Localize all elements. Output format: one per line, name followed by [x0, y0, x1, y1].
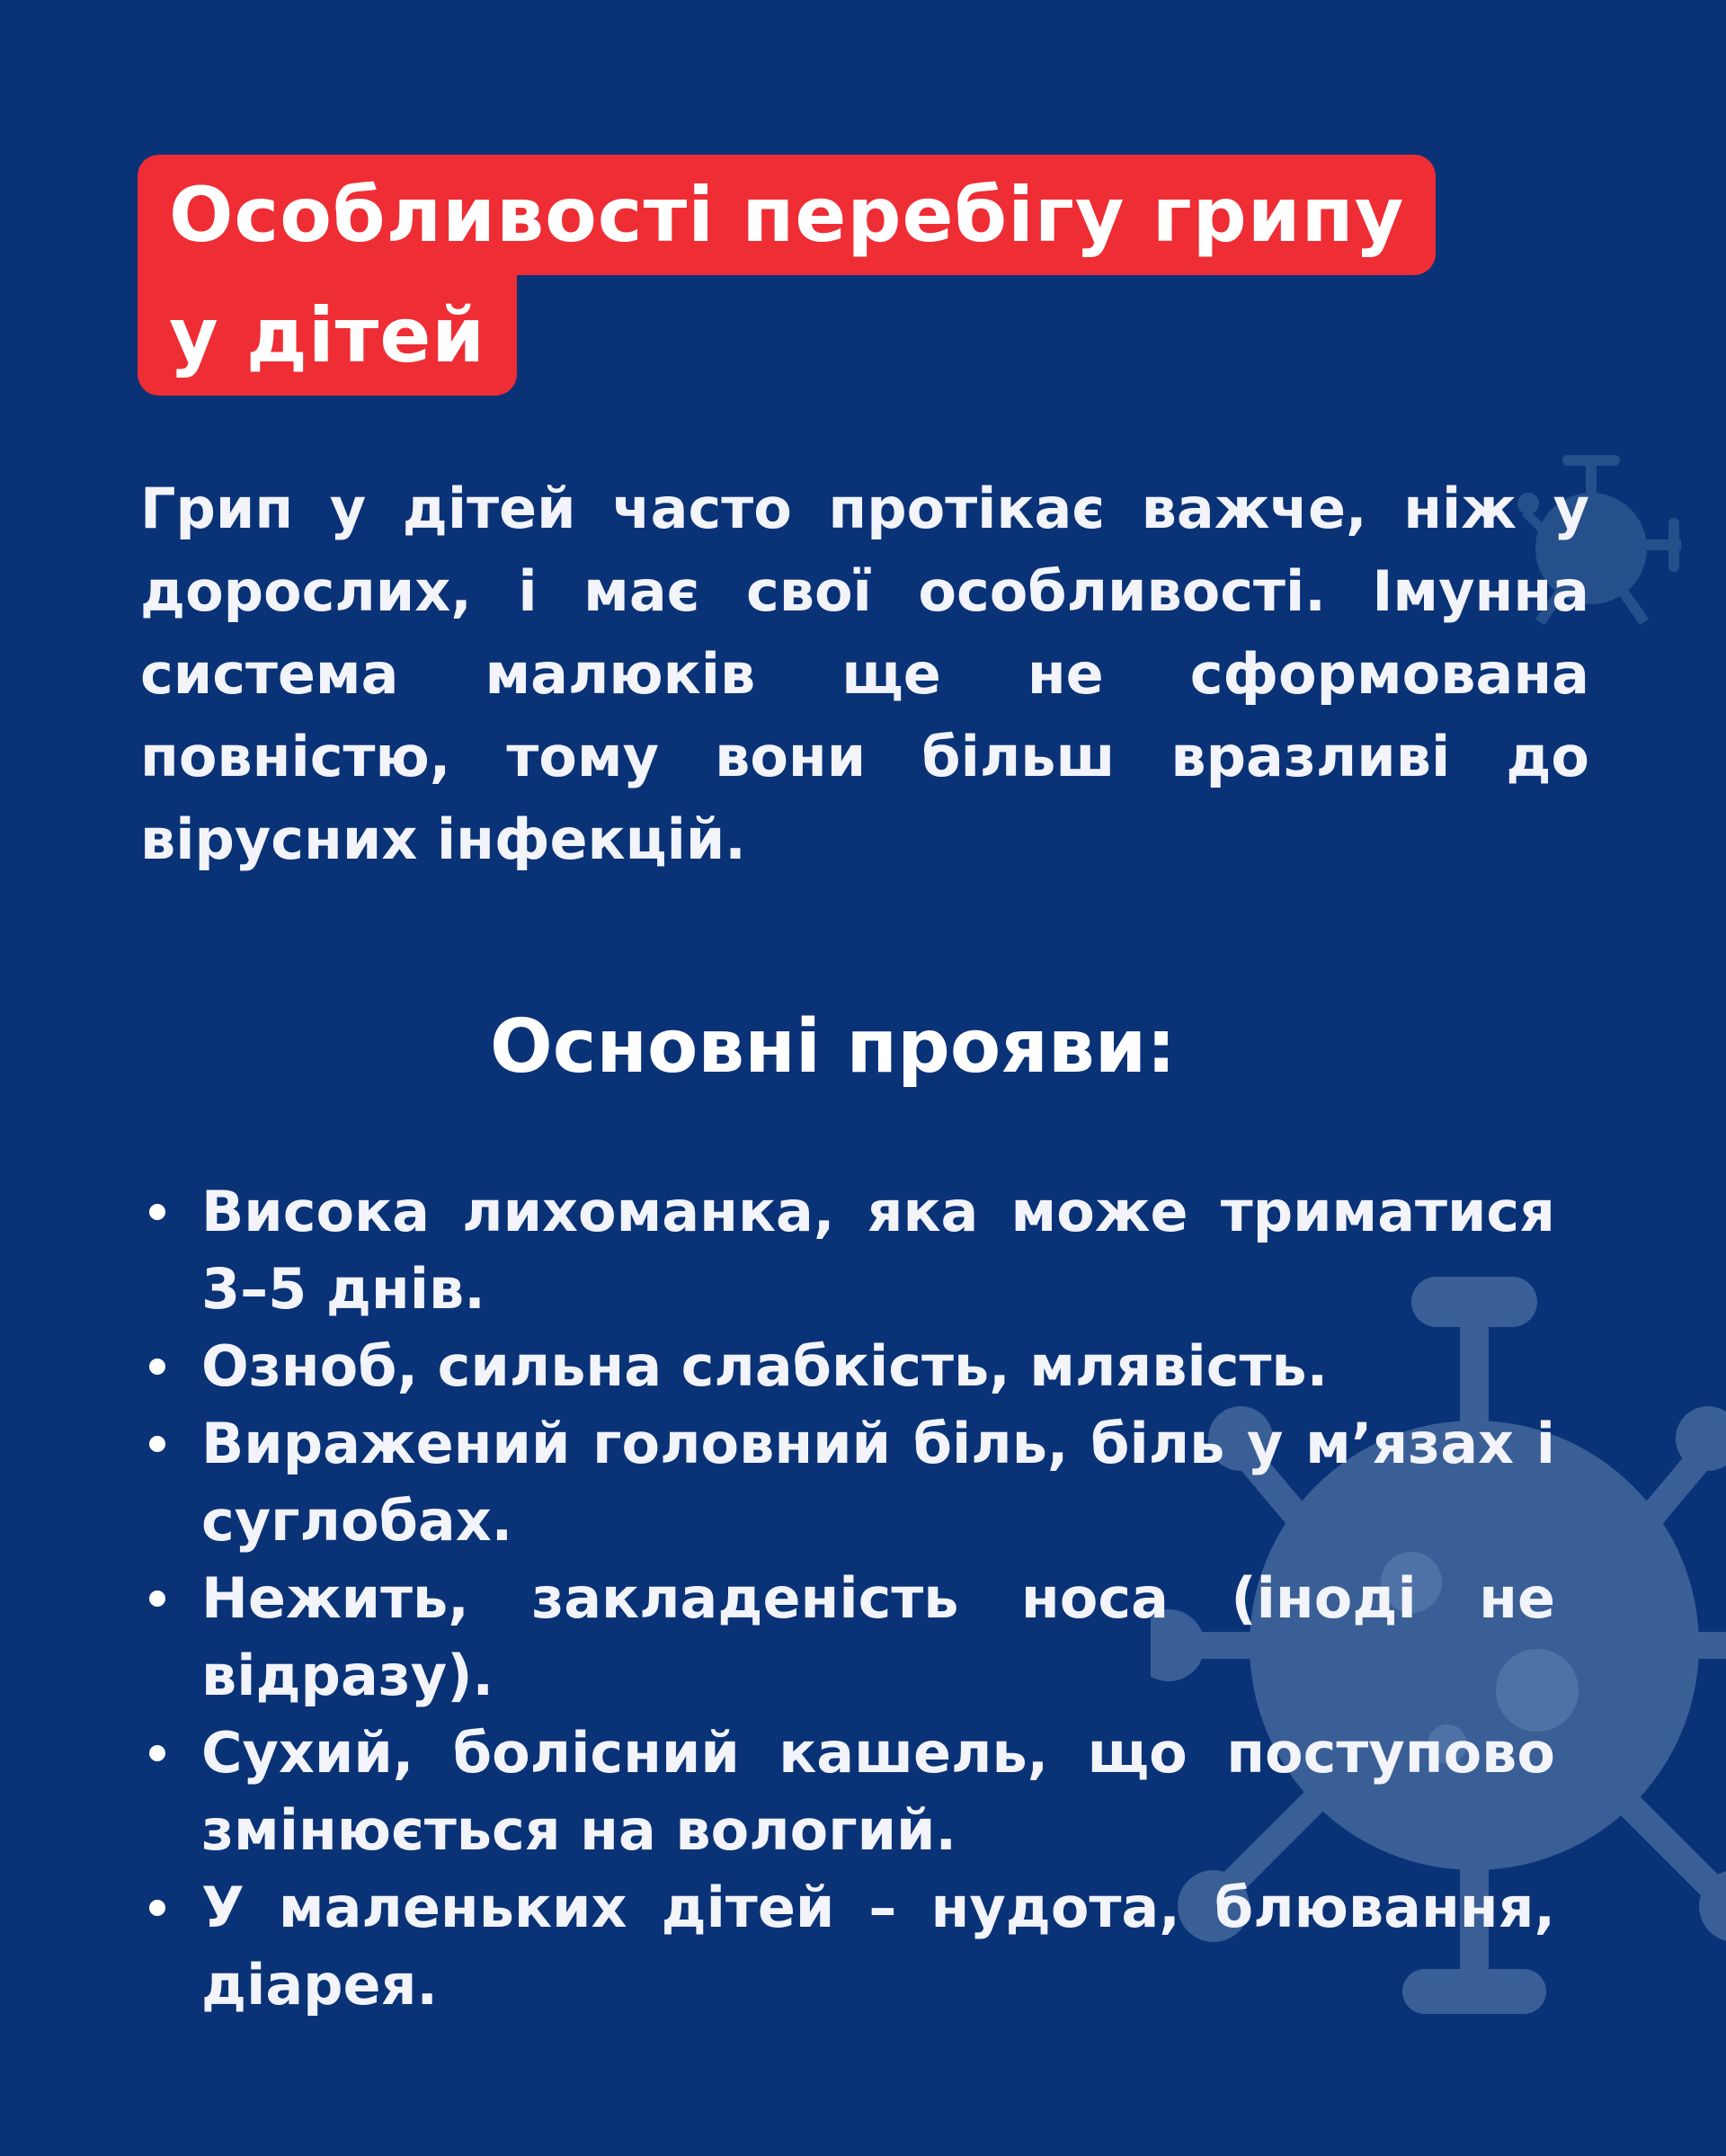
list-item: [144, 1173, 1555, 1328]
title-line: Особливості перебігу грипу: [138, 155, 1436, 275]
bullet-icon: [149, 1204, 165, 1220]
bullet-icon: [149, 1590, 165, 1607]
list-item-text: Висока лихоманка, яка може триматися 3–5 днів.: [201, 1179, 1555, 1322]
list-item: [144, 1869, 1555, 2024]
section-heading: Основні прояви:: [490, 1004, 1176, 1090]
bullet-icon: [149, 1745, 165, 1761]
bullet-icon: [149, 1436, 165, 1452]
list-item-text: Нежить, закладеність носа (іноді не відразу).: [201, 1565, 1555, 1708]
title: [138, 155, 1576, 396]
list-item: [144, 1328, 1555, 1405]
list-item-text: Сухий, болісний кашель, що поступово змінюється на вологий.: [201, 1720, 1555, 1863]
list-item: [144, 1560, 1555, 1715]
symptom-list: [144, 1173, 1555, 2024]
list-item-text: У маленьких дітей – нудота, блювання, діарея.: [201, 1875, 1555, 2018]
list-item-text: Виражений головний біль, біль у м’язах і суглобах.: [201, 1411, 1555, 1554]
bullet-icon: [149, 1359, 165, 1375]
intro-paragraph: Грип у дітей часто протікає важче, ніж у дорослих, і має свої особливості. Імунна система малюків ще не сформована повністю, тому вони більш вразливі до вірусних інфекцій.: [140, 476, 1589, 872]
title-line: у дітей: [138, 275, 517, 396]
list-item-text: Озноб, сильна слабкість, млявість.: [201, 1333, 1329, 1399]
list-item: [144, 1405, 1555, 1560]
bullet-icon: [149, 1900, 165, 1916]
list-item: [144, 1715, 1555, 1869]
